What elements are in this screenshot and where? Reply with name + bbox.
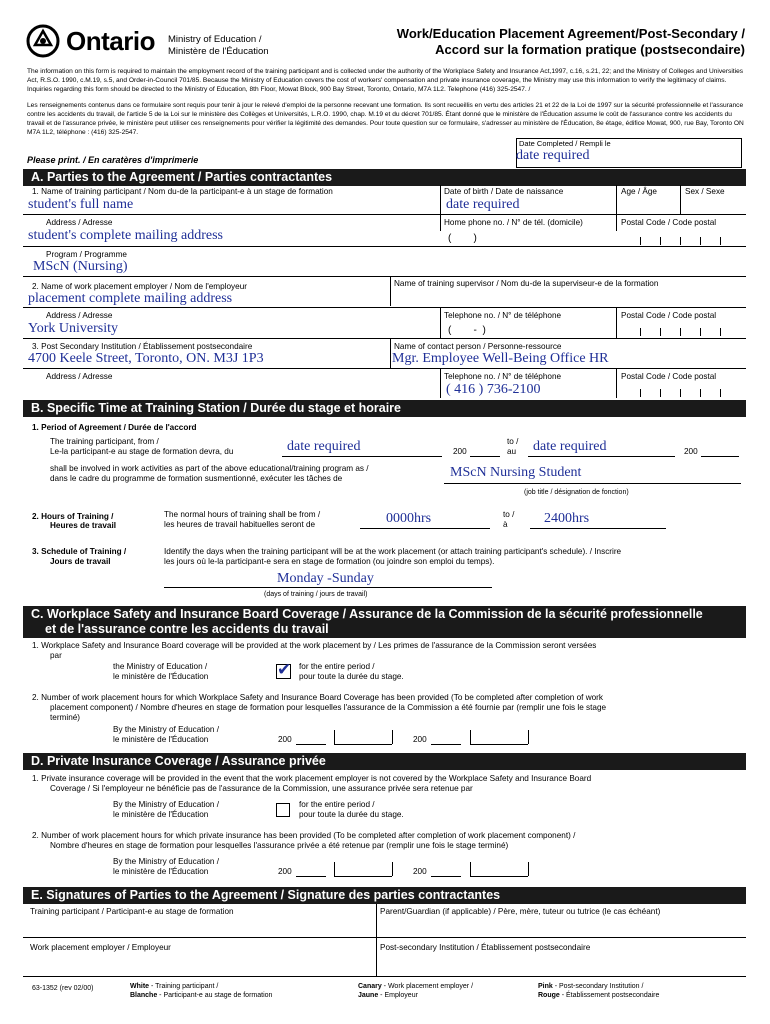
section-e-title: E. Signatures of Parties to the Agreement / Signature des parties contractantes	[23, 887, 746, 904]
hours-to-label: to /	[503, 510, 515, 519]
period-label: 1. Period of Agreement / Durée de l'accord	[32, 423, 197, 432]
date-completed-value: date required	[516, 148, 590, 163]
involved-text2: dans le cadre du programme de formation susmentionné, exécuter les tâches de	[50, 474, 343, 483]
from-date-value[interactable]: date required	[287, 439, 361, 454]
hours-a-label: à	[503, 520, 508, 529]
d2-text2: Nombre d'heures en stage de formation pour lesquelles l'assurance privée a été retenue par (remplir une fois le stage terminé)	[50, 841, 509, 850]
logo-text: Ontario	[66, 26, 155, 56]
addr-value[interactable]: student's complete mailing address	[28, 228, 223, 243]
postal2-label: Postal Code / Code postal	[621, 311, 717, 320]
sig-institution[interactable]: Post-secondary Institution / Établissement postsecondaire	[380, 943, 591, 952]
c1-entire-fr: pour toute la durée du stage.	[299, 672, 404, 681]
period-text2: Le-la participant-e au stage de formation devra, du	[50, 447, 234, 456]
d2-text1: 2. Number of work placement hours for which private insurance has been provided (To be completed after completion of work placement component) /	[32, 831, 576, 840]
c2-text3: terminé)	[50, 713, 81, 722]
to-label: to /	[507, 437, 519, 446]
schedule-label2: Jours de travail	[50, 557, 111, 566]
ministry-name	[168, 34, 269, 58]
title-line2: Accord sur la formation pratique (postsecondaire)	[435, 42, 745, 57]
age-label: Age / Âge	[621, 187, 657, 196]
section-b-title: B. Specific Time at Training Station / Durée du stage et horaire	[23, 400, 746, 417]
f3-label: 3. Post Secondary Institution / Établissement postsecondaire	[32, 342, 253, 351]
c2-by-en: By the Ministry of Education /	[113, 725, 220, 734]
job-caption: (job title / désignation de fonction)	[524, 489, 629, 496]
ministry-en: Ministry of Education /	[168, 34, 262, 45]
year2: 200	[684, 447, 698, 456]
ministry-fr: Ministère de l'Éducation	[168, 46, 269, 57]
sig-employer[interactable]: Work placement employer / Employeur	[30, 943, 171, 952]
f1-label: 1. Name of training participant / Nom du-de la participant-e à un stage de formation	[32, 187, 333, 196]
hours-from-value[interactable]: 0000hrs	[386, 511, 432, 526]
schedule-text1: Identify the days when the training participant will be at the work placement (or attach training participant's schedule). / Inscrire	[164, 547, 622, 556]
section-c-title2: et de l'assurance contre les accidents du travail	[45, 622, 329, 636]
c2-text2: placement component) / Nombre d'heures en stage de formation pour lesquelles l'assurance de la Commission a été fournie par (remplir une fois le stage	[50, 703, 607, 712]
contact-label: Name of contact person / Personne-ressource	[394, 342, 562, 351]
d2-year2: 200	[413, 867, 427, 876]
tel2-value[interactable]: ( - )	[448, 325, 486, 336]
au-label: au	[507, 447, 517, 456]
program-value[interactable]: MScN (Nursing)	[33, 259, 128, 274]
hours-label2: Heures de travail	[50, 521, 116, 530]
copy-pink: Pink - Post-secondary Institution / Rouge - Établissement postsecondaire	[538, 983, 660, 999]
dob-label: Date of birth / Date de naissance	[444, 187, 564, 196]
section-a-title: A. Parties to the Agreement / Parties contractantes	[23, 169, 746, 186]
d1-entire-fr: pour toute la durée du stage.	[299, 810, 404, 819]
postal-label: Postal Code / Code postal	[621, 218, 717, 227]
program-label: Program / Programme	[46, 250, 127, 259]
form-title	[397, 26, 745, 58]
please-print: Please print. / En caratères d'imprimerie	[27, 155, 199, 165]
c1-ministry-en: the Ministry of Education /	[113, 662, 208, 671]
c1-ministry-fr: le ministère de l'Éducation	[113, 672, 209, 681]
hours-to-value[interactable]: 2400hrs	[544, 511, 590, 526]
schedule-value[interactable]: Monday -Sunday	[277, 571, 374, 586]
hours-label1: 2. Hours of Training /	[32, 512, 114, 521]
d1-by-en: By the Ministry of Education /	[113, 800, 220, 809]
f2-label: 2. Name of work placement employer / Nom de l'employeur	[32, 282, 247, 291]
d1-by-fr: le ministère de l'Éducation	[113, 810, 209, 819]
f3-value[interactable]: 4700 Keele Street, Toronto, ON. M3J 1P3	[28, 351, 264, 366]
tel3-label: Telephone no. / N° de téléphone	[444, 372, 562, 381]
f2-value[interactable]: placement complete mailing address	[28, 291, 233, 306]
schedule-caption: (days of training / jours de travail)	[264, 591, 368, 598]
check-mark-icon: ✔	[277, 660, 292, 680]
c2-year2: 200	[413, 735, 427, 744]
hours-text2: les heures de travail habituelles seront de	[164, 520, 316, 529]
title-line1: Work/Education Placement Agreement/Post-Secondary /	[396, 26, 745, 41]
notice-en: The information on this form is required to maintain the employment record of the training participant and is collected under the authority of the Workplace Safety and Insurance Act,1997, c.16, s.21, 22; and the Ministry of Colleges and Universities Act, R.S.O. 1990, c.M.19, s.5, and Order-in-Council 701/85. Because the Ministry of Education covers the cost of workers' compensation and private insurance coverage, the Ministry may use this information to verify the legitimacy of claims. Inquiries regarding this form should be directed to the Ministry of Education, 8th Floor, Mowat Block, 900 Bay Street, Toronto, Ontario, M7A 1L2. Telephone (416) 325-2547. /	[27, 68, 744, 93]
date-completed-label: Date Completed / Rempli le	[519, 139, 611, 148]
schedule-text2: les jours où le-la participant-e sera en stage de formation (ou joindre son emploi du temps).	[164, 557, 495, 566]
d2-by-en: By the Ministry of Education /	[113, 857, 220, 866]
c1-text1: 1. Workplace Safety and Insurance Board coverage will be provided at the work placement by / Les primes de l'assurance de la Commission seront versées	[32, 641, 597, 650]
c2-by-fr: le ministère de l'Éducation	[113, 735, 209, 744]
job-title-value[interactable]: MScN Nursing Student	[450, 465, 582, 480]
f1-value[interactable]: student's full name	[28, 197, 134, 212]
section-c-title	[23, 606, 746, 638]
c2-text1: 2. Number of work placement hours for which Workplace Safety and Insurance Board Coverage has been provided (To be completed after completion of work	[32, 693, 603, 702]
postal3-label: Postal Code / Code postal	[621, 372, 717, 381]
d1-checkbox[interactable]	[276, 803, 290, 817]
notice-fr: Les renseignements contenus dans ce formulaire sont requis pour tenir à jour le relevé d'emploi de la personne recevant une formation. Ils sont recueillis en vertu des articles 21 et 22 de la Loi de 1997 sur la sécurité professionnelle et l'assurance contre les accidents du travail, de l'article 5 de la Loi sur le ministère des Collèges et Universités, L.R.O. 1990, chap. M.19 et du décret 701/85. Étant donné que le ministère de l'Éducation assume le coût de l'assurance contre les accidents du travail et de l'assurance privée, le ministère peut utiliser ces renseignements pour vérifier la légitimité des demandes. Pour toute question sur ce formulaire, s'adresser au ministère de l'Éducation, 8e étage, édifice Mowat, 900, rue Bay, Toronto ON M7A 1L2, téléphone : (416) 325-2547.	[27, 102, 744, 136]
ontario-logo	[26, 24, 156, 60]
involved-text1: shall be involved in work activities as part of the above educational/training program as /	[50, 464, 369, 473]
tel3-value[interactable]: ( 416 ) 736-2100	[446, 382, 541, 397]
addr-label: Address / Adresse	[46, 218, 113, 227]
sig-parent[interactable]: Parent/Guardian (if applicable) / Père, mère, tuteur ou tutrice (le cas échéant)	[380, 907, 661, 916]
d1-text2: Coverage / Si l'employeur ne bénéficie pas de l'assurance de la Commission, une assurance privée sera retenue par	[50, 784, 473, 793]
section-d-title: D. Private Insurance Coverage / Assurance privée	[23, 753, 746, 770]
home-phone-label: Home phone no. / N° de tél. (domicile)	[444, 218, 583, 227]
copy-canary: Canary - Work placement employer / Jaune - Employeur	[358, 983, 474, 999]
sig-participant[interactable]: Training participant / Participant-e au stage de formation	[30, 907, 234, 916]
addr2-value[interactable]: York University	[28, 321, 118, 336]
sex-label: Sex / Sexe	[685, 187, 725, 196]
c1-text2: par	[50, 651, 62, 660]
contact-value[interactable]: Mgr. Employee Well-Being Office HR	[392, 351, 609, 366]
d1-text1: 1. Private insurance coverage will be provided in the event that the work placement employer is not covered by the Workplace Safety and Insurance Board	[32, 774, 592, 783]
year1: 200	[453, 447, 467, 456]
form-number: 63-1352 (rev 02/00)	[32, 985, 94, 992]
copy-white: White - Training participant / Blanche - Participant-e au stage de formation	[130, 983, 273, 999]
period-text1: The training participant, from /	[50, 437, 159, 446]
schedule-label1: 3. Schedule of Training /	[32, 547, 127, 556]
hours-text1: The normal hours of training shall be from /	[164, 510, 321, 519]
c2-year1: 200	[278, 735, 292, 744]
trillium-icon	[26, 24, 60, 58]
d1-entire-en: for the entire period /	[299, 800, 375, 809]
dob-value[interactable]: date required	[446, 197, 520, 212]
addr3-label: Address / Adresse	[46, 372, 113, 381]
addr2-label: Address / Adresse	[46, 311, 113, 320]
section-c-title1: C. Workplace Safety and Insurance Board Coverage / Assurance de la Commission de la sécurité professionnelle	[31, 607, 703, 621]
supervisor-label: Name of training supervisor / Nom du-de la superviseur-e de la formation	[394, 279, 659, 288]
d2-by-fr: le ministère de l'Éducation	[113, 867, 209, 876]
tel2-label: Telephone no. / N° de téléphone	[444, 311, 562, 320]
c1-entire-en: for the entire period /	[299, 662, 375, 671]
to-date-value[interactable]: date required	[533, 439, 607, 454]
home-phone-value[interactable]: ( )	[448, 233, 477, 244]
d2-year1: 200	[278, 867, 292, 876]
